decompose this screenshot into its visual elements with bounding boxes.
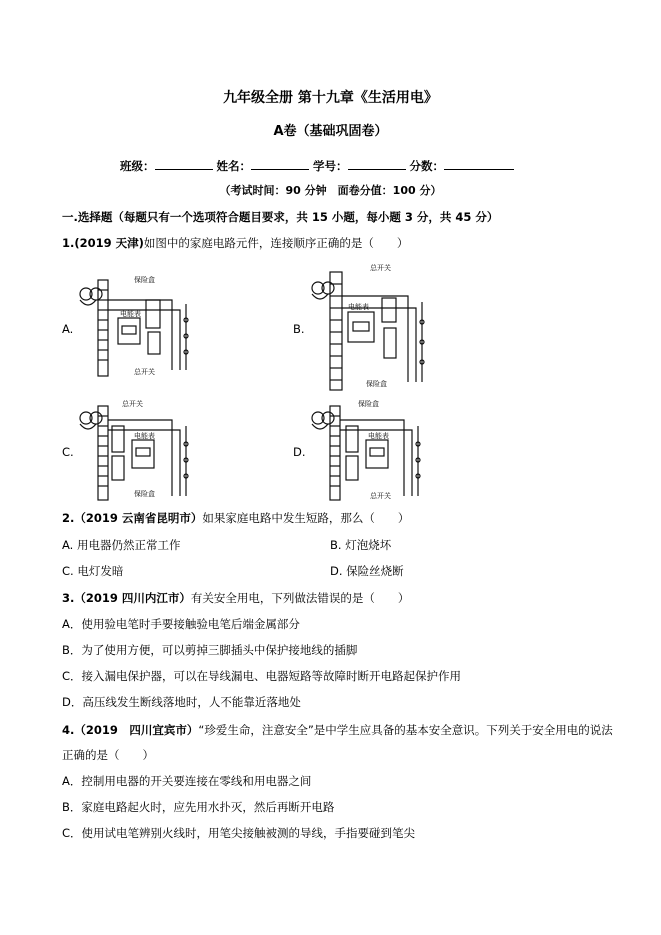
name-label: 姓名： [216,159,252,173]
q4-option-b[interactable]: B．家庭电路起火时，应先用水扑灭，然后再断开电路 [62,800,335,814]
question-2 [62,510,409,526]
score-blank[interactable] [444,158,514,170]
document-title: 九年级全册 第十九章《生活用电》 [223,90,438,106]
q3-option-c[interactable]: C．接入漏电保护器，可以在导线漏电、电器短路等故障时断开电路起保护作用 [62,669,462,683]
question-4-text-continued: 正确的是（ ） [62,748,154,762]
question-4 [62,722,613,738]
q2-option-d[interactable]: D. 保险丝烧断 [330,564,404,578]
question-1-source: 1.(2019 天津) [62,236,144,250]
q1a-fuse-box-label: 保险盒 [134,276,155,284]
q1-option-a-label: A. [62,322,74,336]
id-blank[interactable] [348,158,406,170]
q3-option-b[interactable]: B．为了使用方便，可以剪掉三脚插头中保护接地线的插脚 [62,643,358,657]
question-4-text: “珍爱生命，注意安全”是中学生应具备的基本安全意识。下列关于安全用电的说法 [198,723,613,737]
q1b-meter-label: 电能表 [348,303,369,311]
q1-diagram-c [76,396,216,504]
q1b-fuse-box-label: 保险盒 [366,380,387,388]
exam-info: （考试时间：90 分钟 面卷分值：100 分） [219,184,442,197]
question-2-text: 如果家庭电路中发生短路，那么（ ） [202,511,410,525]
q2-option-b[interactable]: B. 灯泡烧坏 [330,538,392,552]
q1b-main-switch-label: 总开关 [370,264,391,272]
q1d-main-switch-label: 总开关 [370,492,391,500]
q3-option-d[interactable]: D．高压线发生断线落地时，人不能靠近落地处 [62,695,301,709]
q1-option-d-label: D. [293,445,306,459]
document-subtitle: A卷（基础巩固卷） [273,124,388,139]
q2-option-a[interactable]: A. 用电器仍然正常工作 [62,538,181,552]
student-info-row [120,158,514,174]
q1-diagram-d [308,396,438,504]
question-3 [62,590,409,606]
section-heading: 一.选择题（每题只有一个选项符合题目要求，共 15 小题，每小题 3 分，共 45 分） [62,210,499,224]
q1-diagram-a [76,270,216,380]
question-3-source: 3.（2019 四川内江市） [62,591,191,605]
question-1 [62,235,408,251]
q1a-meter-label: 电能表 [120,310,141,318]
question-2-source: 2.（2019 云南省昆明市） [62,511,203,525]
q4-option-c[interactable]: C．使用试电笔辨别火线时，用笔尖接触被测的导线，手指要碰到笔尖 [62,826,416,840]
q1-option-b-label: B. [293,322,305,336]
id-label: 学号： [313,159,348,173]
q1a-main-switch-label: 总开关 [134,368,155,376]
q1c-meter-label: 电能表 [134,432,155,440]
q1-diagram-b [308,262,438,394]
name-blank[interactable] [251,158,309,170]
question-1-text: 如图中的家庭电路元件，连接顺序正确的是（ ） [143,236,409,250]
q1c-main-switch-label: 总开关 [122,400,143,408]
q2-option-c[interactable]: C. 电灯发暗 [62,564,124,578]
q3-option-a[interactable]: A．使用验电笔时手要接触验电笔后端金属部分 [62,617,300,631]
class-blank[interactable] [155,158,213,170]
q1d-fuse-box-label: 保险盒 [358,400,379,408]
q1d-meter-label: 电能表 [368,432,389,440]
q4-option-a[interactable]: A．控制用电器的开关要连接在零线和用电器之间 [62,774,312,788]
class-label: 班级： [120,159,155,173]
score-label: 分数： [409,159,445,173]
question-3-text: 有关安全用电，下列做法错误的是（ ） [190,591,410,605]
q1c-fuse-box-label: 保险盒 [134,490,155,498]
question-4-source: 4.（2019 四川宜宾市） [62,723,199,737]
q1-option-c-label: C. [62,445,74,459]
